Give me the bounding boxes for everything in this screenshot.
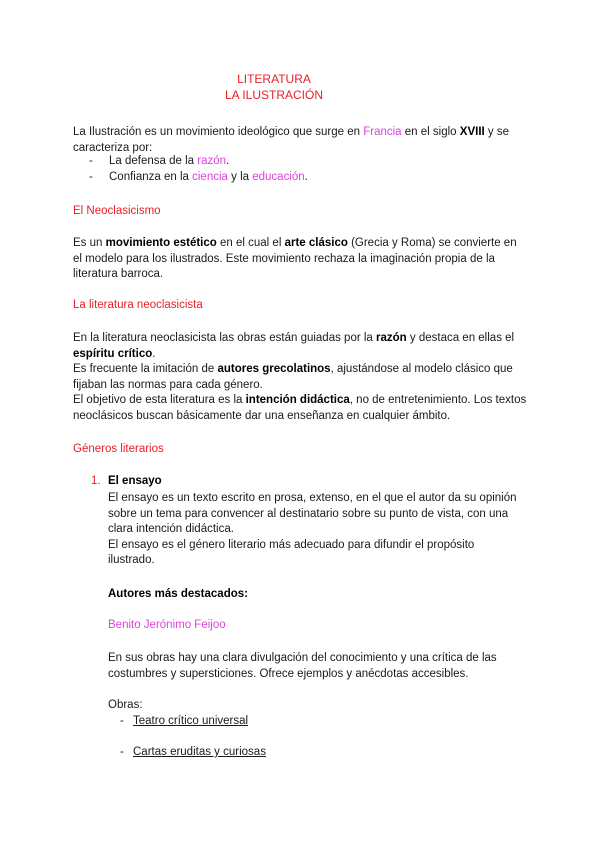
ensayo-title — [108, 475, 162, 487]
neo-text-3: (Grecia y Roma) se convierte en el modelo para los ilustrados. Este movimiento rechaza la imaginación propia de la literatura barroca. — [73, 237, 517, 280]
literatura-p2 — [73, 362, 528, 393]
lit-c1: El objetivo de esta literatura es la — [73, 394, 246, 406]
obra-title: Cartas eruditas y curiosas — [133, 746, 266, 758]
lit-bb1: autores grecolatinos — [217, 363, 331, 375]
list-dash: - — [89, 155, 93, 167]
list-number: 1. — [91, 475, 101, 487]
autores-heading — [108, 588, 248, 600]
literatura-paragraphs — [73, 331, 528, 424]
list-text-mid: y la — [227, 171, 253, 183]
lit-a2: y destaca en ellas el — [406, 332, 515, 344]
intro-xviii: XVIII — [459, 126, 485, 138]
lit-ab2: espíritu crítico — [73, 347, 153, 360]
obras-label: Obras: — [108, 699, 143, 711]
autor-description: En sus obras hay una clara divulgación del conocimiento y una crítica de las costumbres y supersticiones. Ofrece ejemplos y anécdotas accesibles. — [108, 652, 497, 680]
document-title — [0, 72, 548, 102]
list-text-end: . — [226, 155, 230, 167]
obra-item — [120, 746, 266, 758]
section-heading-generos: Géneros literarios — [73, 443, 164, 455]
intro-text-1: La Ilustración es un movimiento ideológico que surge en — [73, 126, 364, 138]
obra-dash: - — [120, 715, 124, 727]
neoclasicismo-paragraph — [73, 236, 528, 283]
neo-bold-2: arte clásico — [284, 237, 348, 249]
ensayo-p1: El ensayo es un texto escrito en prosa, extenso, en el que el autor da su opinión sobre un tema para convencer al destinatario sobre su punto de vista, con una clara intención didáctica. — [108, 492, 517, 535]
autores-heading-text: Autores más destacados: — [108, 588, 248, 600]
intro-francia: Francia — [363, 126, 402, 138]
obra-item — [120, 715, 248, 727]
ensayo-title-text: El ensayo — [108, 475, 162, 487]
list-text: Confianza en la — [109, 171, 193, 183]
lit-ab1: razón — [376, 332, 407, 344]
list-item — [89, 171, 308, 183]
neo-text-2: en el cual el — [216, 237, 285, 249]
neo-bold-1: movimiento estético — [105, 237, 217, 249]
list-highlight-2: educación — [252, 171, 305, 183]
list-text-end: . — [304, 171, 308, 183]
list-highlight: ciencia — [192, 171, 228, 183]
lit-cb1: intención didáctica — [245, 394, 350, 406]
autor-name: Benito Jerónimo Feijoo — [108, 619, 226, 631]
lit-c2: , no de entretenimiento. Los textos neoclásicos buscan básicamente dar una enseñanza en cualquier ámbito. — [73, 394, 527, 422]
title-line-2: LA ILUSTRACIÓN — [224, 88, 324, 102]
intro-paragraph — [73, 125, 528, 156]
list-item — [89, 155, 229, 167]
section-heading-literatura: La literatura neoclasicista — [73, 299, 203, 311]
obra-dash: - — [120, 746, 124, 758]
list-text: La defensa de la — [109, 155, 198, 167]
title-line-1: LITERATURA — [237, 72, 311, 86]
neo-text-1: Es un — [73, 237, 106, 249]
intro-text-3: y se caracteriza por: — [73, 126, 510, 154]
lit-a1: En la literatura neoclasicista las obras están guiadas por la — [73, 332, 377, 344]
lit-b1: Es frecuente la imitación de — [73, 363, 218, 375]
list-dash: - — [89, 171, 93, 183]
literatura-p1 — [73, 331, 528, 362]
list-highlight: razón — [197, 155, 227, 167]
ensayo-body — [108, 491, 523, 569]
ensayo-p2: El ensayo es el género literario más adecuado para difundir el propósito ilustrado. — [108, 538, 475, 566]
section-heading-neoclasicismo: El Neoclasicismo — [73, 205, 161, 217]
intro-text-2: en el siglo — [401, 126, 460, 138]
obra-title: Teatro crítico universal — [133, 715, 249, 727]
lit-b2: , ajustándose al modelo clásico que fijaban las normas para cada género. — [73, 363, 513, 391]
lit-a3: . — [152, 347, 156, 360]
literatura-p3 — [73, 393, 528, 424]
